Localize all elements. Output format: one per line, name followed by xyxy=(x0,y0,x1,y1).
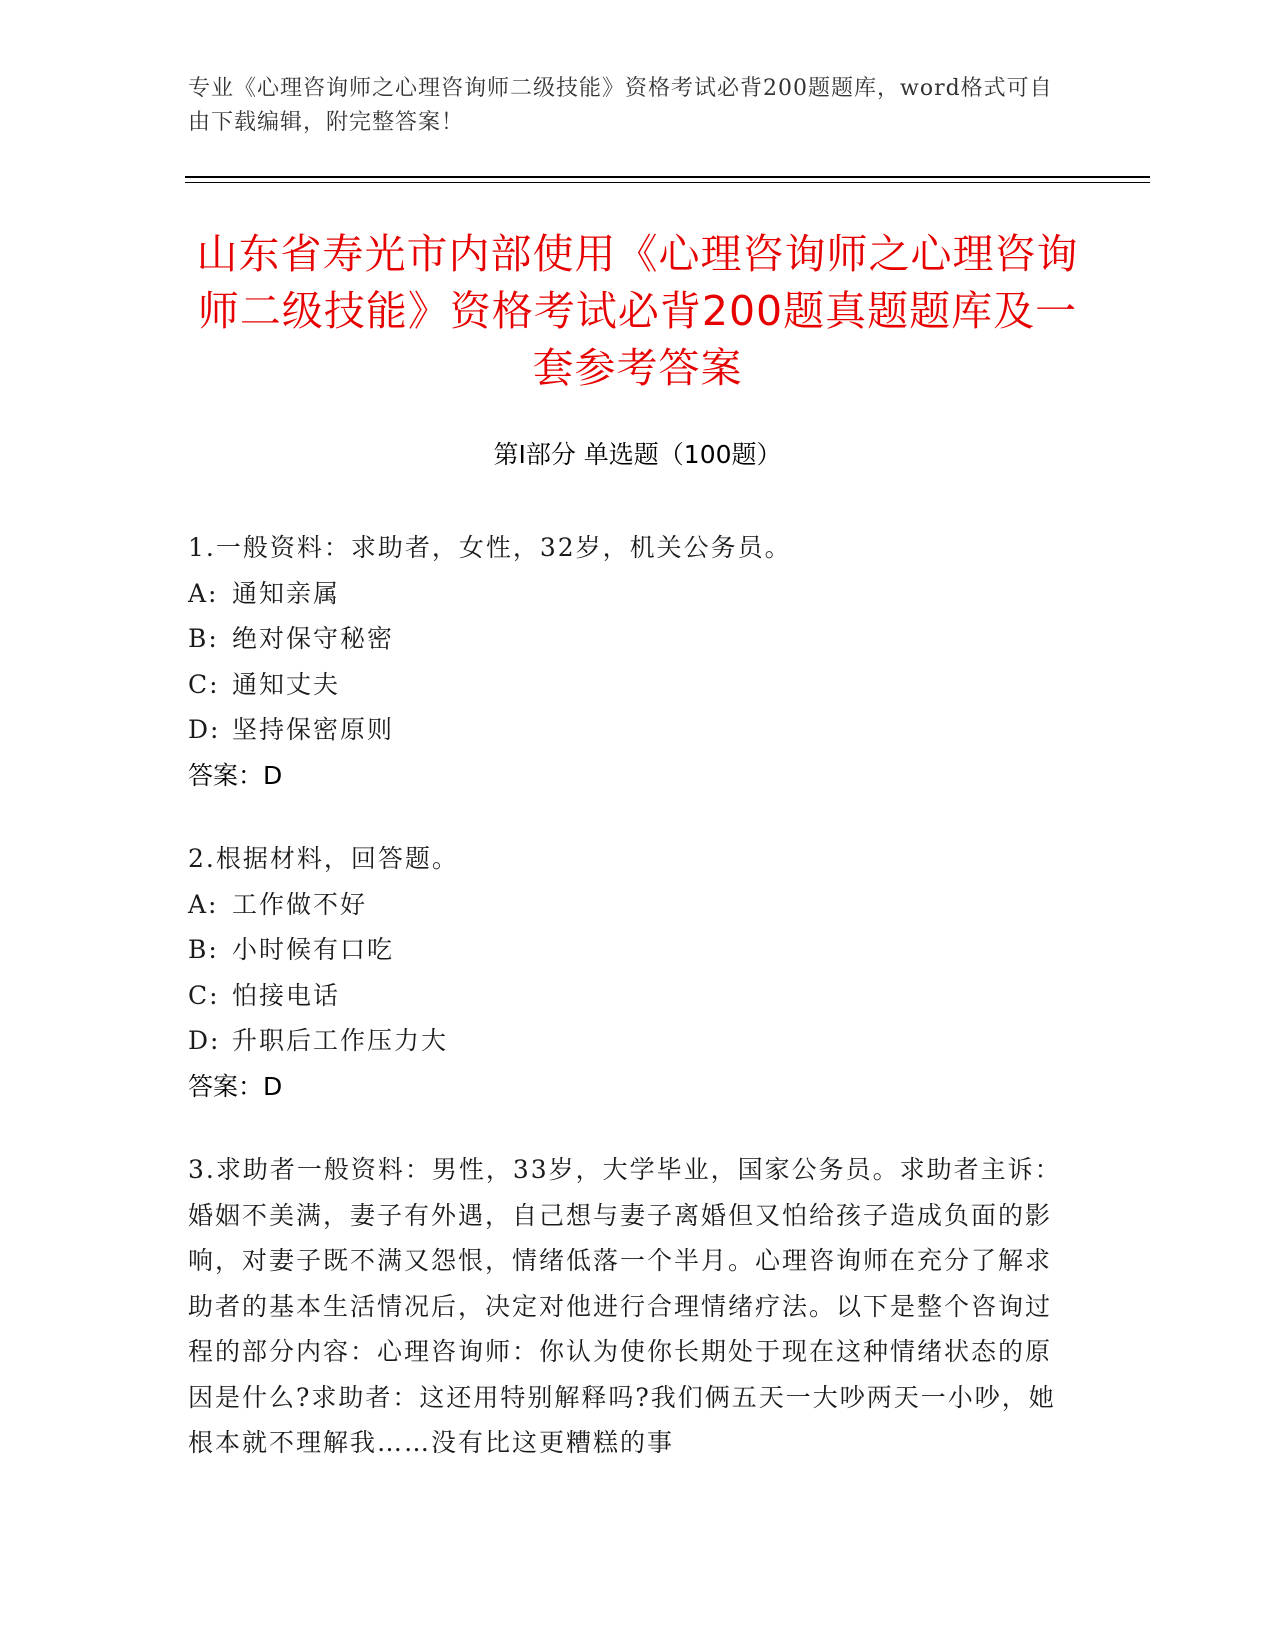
option-letter: B: xyxy=(188,935,219,964)
answer-line: 答案：D xyxy=(188,760,283,790)
option-a xyxy=(188,571,1068,617)
option-text: 小时候有口吃 xyxy=(232,935,395,964)
option-letter: C: xyxy=(188,980,220,1010)
option-c xyxy=(188,662,1068,708)
option-b xyxy=(188,927,1068,973)
question-stem: 1.一般资料：求助者，女性，32岁，机关公务员。 xyxy=(188,533,792,562)
option-c xyxy=(188,973,1068,1019)
option-letter: C: xyxy=(188,669,220,699)
header-divider-thin xyxy=(185,182,1150,183)
option-d xyxy=(188,707,1068,753)
option-letter: A: xyxy=(188,578,219,608)
option-text: 怕接电话 xyxy=(232,980,341,1010)
document-title: 山东省寿光市内部使用《心理咨询师之心理咨询师二级技能》资格考试必背200题真题题库及一套参考答案 xyxy=(196,230,1079,392)
question-3 xyxy=(188,1147,1068,1466)
option-letter: B: xyxy=(188,624,219,653)
answer-line: 答案：D xyxy=(188,1071,283,1101)
header-divider-thick xyxy=(185,176,1150,178)
question-2 xyxy=(188,836,1068,1109)
option-text: 升职后工作压力大 xyxy=(232,1026,449,1055)
option-letter: D: xyxy=(188,1026,221,1055)
option-letter: D: xyxy=(188,715,221,744)
option-text: 通知亲属 xyxy=(232,578,341,608)
option-a xyxy=(188,882,1068,928)
header-note: 专业《心理咨询师之心理咨询师二级技能》资格考试必背200题题库，word格式可自由下载编辑，附完整答案！ xyxy=(188,76,1053,135)
option-text: 绝对保守秘密 xyxy=(232,624,395,653)
option-text: 工作做不好 xyxy=(232,889,368,919)
section-heading: 第I部分 单选题（100题） xyxy=(493,440,782,469)
question-stem: 2.根据材料，回答题。 xyxy=(188,844,459,873)
option-text: 通知丈夫 xyxy=(232,669,341,699)
question-1 xyxy=(188,525,1068,798)
option-text: 坚持保密原则 xyxy=(232,715,395,744)
option-d xyxy=(188,1018,1068,1064)
option-b xyxy=(188,616,1068,662)
option-letter: A: xyxy=(188,889,219,919)
question-stem: 3.求助者一般资料：男性，33岁，大学毕业，国家公务员。求助者主诉：婚姻不美满，妻子有外遇，自己想与妻子离婚但又怕给孩子造成负面的影响，对妻子既不满又怨恨，情绪低落一个半月。心理咨询师在充分了解求助者的基本生活情况后，决定对他进行合理情绪疗法。以下是整个咨询过程的部分内容：心理咨询师：你认为使你长期处于现在这种情绪状态的原因是什么?求助者：这还用特别解释吗?我们俩五天一大吵两天一小吵，她根本就不理解我……没有比这更糟糕的事 xyxy=(188,1155,1062,1457)
question-list xyxy=(188,525,1068,1504)
